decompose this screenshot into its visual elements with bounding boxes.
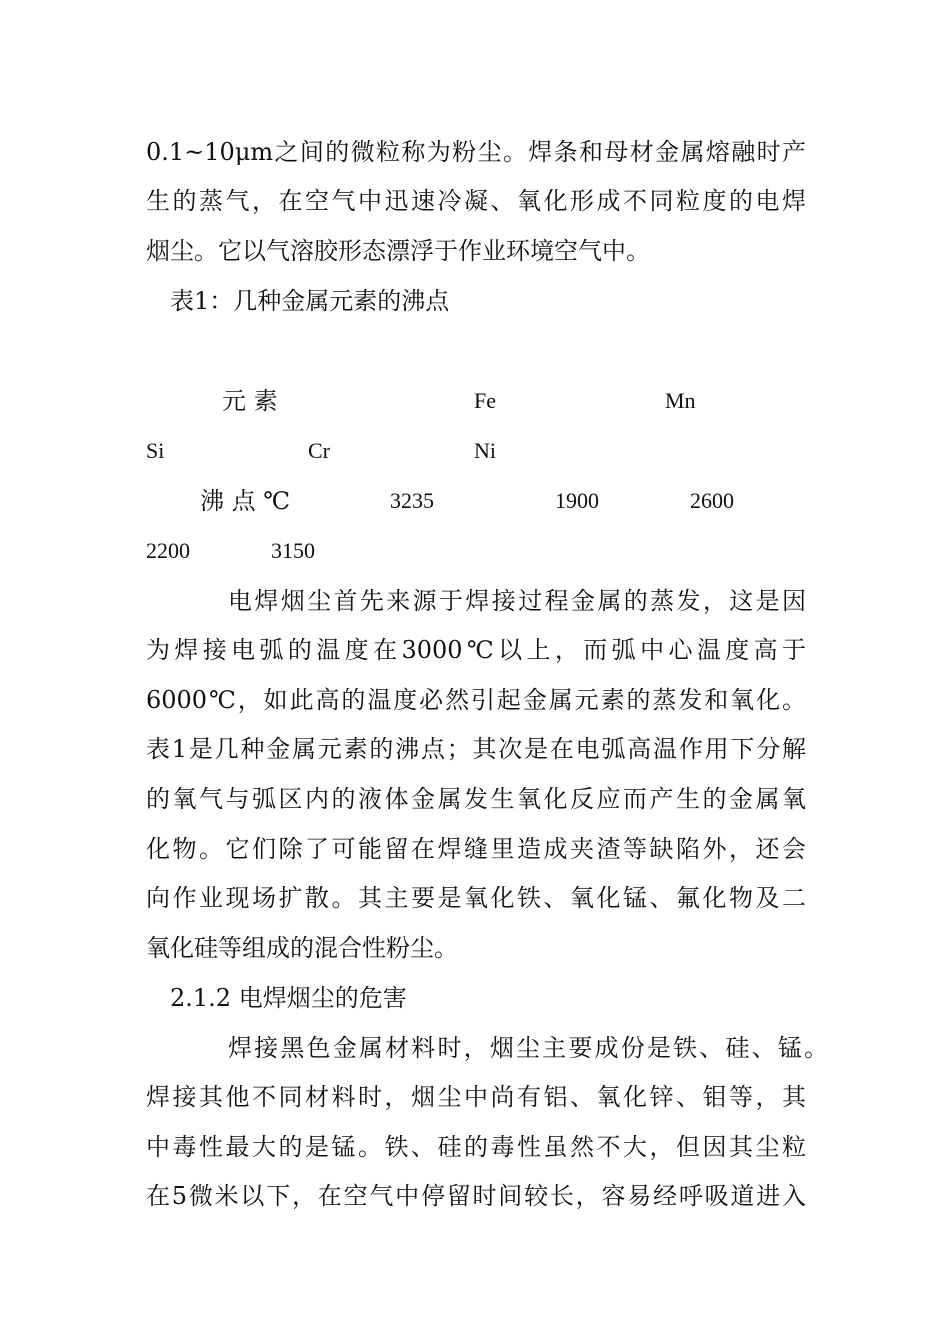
boiling-point-cr: 2200 (146, 538, 190, 563)
element-ni: Ni (474, 438, 496, 463)
paragraph-line: 为焊接电弧的温度在3000℃以上，而弧中心温度高于 (146, 636, 806, 664)
element-cr: Cr (308, 438, 330, 463)
element-si: Si (146, 438, 165, 463)
boiling-point-ni: 3150 (271, 538, 315, 563)
paragraph-line: 表1是几种金属元素的沸点；其次是在电弧高温作用下分解 (146, 735, 806, 763)
boiling-point-fe: 3235 (390, 488, 434, 513)
boiling-point-mn: 1900 (555, 488, 599, 513)
paragraph-line: 向作业现场扩散。其主要是氧化铁、氧化锰、氟化物及二 (146, 884, 806, 912)
paragraph-line: 在5微米以下，在空气中停留时间较长，容易经呼吸道进入 (146, 1182, 806, 1210)
table-row-label: 沸 点 ℃ (200, 487, 291, 515)
paragraph-line: 6000℃，如此高的温度必然引起金属元素的蒸发和氧化。 (146, 686, 806, 714)
paragraph-line: 0.1~10μm之间的微粒称为粉尘。焊条和母材金属熔融时产 (146, 138, 806, 166)
paragraph-line: 氧化硅等组成的混合性粉尘。 (146, 934, 458, 962)
paragraph-line: 生的蒸气，在空气中迅速冷凝、氧化形成不同粒度的电焊 (146, 187, 806, 215)
paragraph-line: 电焊烟尘首先来源于焊接过程金属的蒸发，这是因 (228, 587, 806, 615)
paragraph-line: 焊接黑色金属材料时，烟尘主要成份是铁、硅、锰。 (228, 1034, 828, 1062)
element-mn: Mn (665, 388, 696, 413)
section-heading: 2.1.2 电焊烟尘的危害 (170, 984, 407, 1012)
table-caption: 表1：几种金属元素的沸点 (170, 287, 450, 315)
paragraph-line: 焊接其他不同材料时，烟尘中尚有铝、氧化锌、钼等，其 (146, 1083, 806, 1111)
paragraph-line: 烟尘。它以气溶胶形态漂浮于作业环境空气中。 (146, 237, 650, 265)
boiling-point-si: 2600 (690, 488, 734, 513)
element-fe: Fe (474, 388, 496, 413)
table-header-label: 元 素 (222, 387, 278, 415)
paragraph-line: 中毒性最大的是锰。铁、硅的毒性虽然不大，但因其尘粒 (146, 1133, 806, 1161)
paragraph-line: 化物。它们除了可能留在焊缝里造成夹渣等缺陷外，还会 (146, 835, 806, 863)
paragraph-line: 的氧气与弧区内的液体金属发生氧化反应而产生的金属氧 (146, 785, 806, 813)
